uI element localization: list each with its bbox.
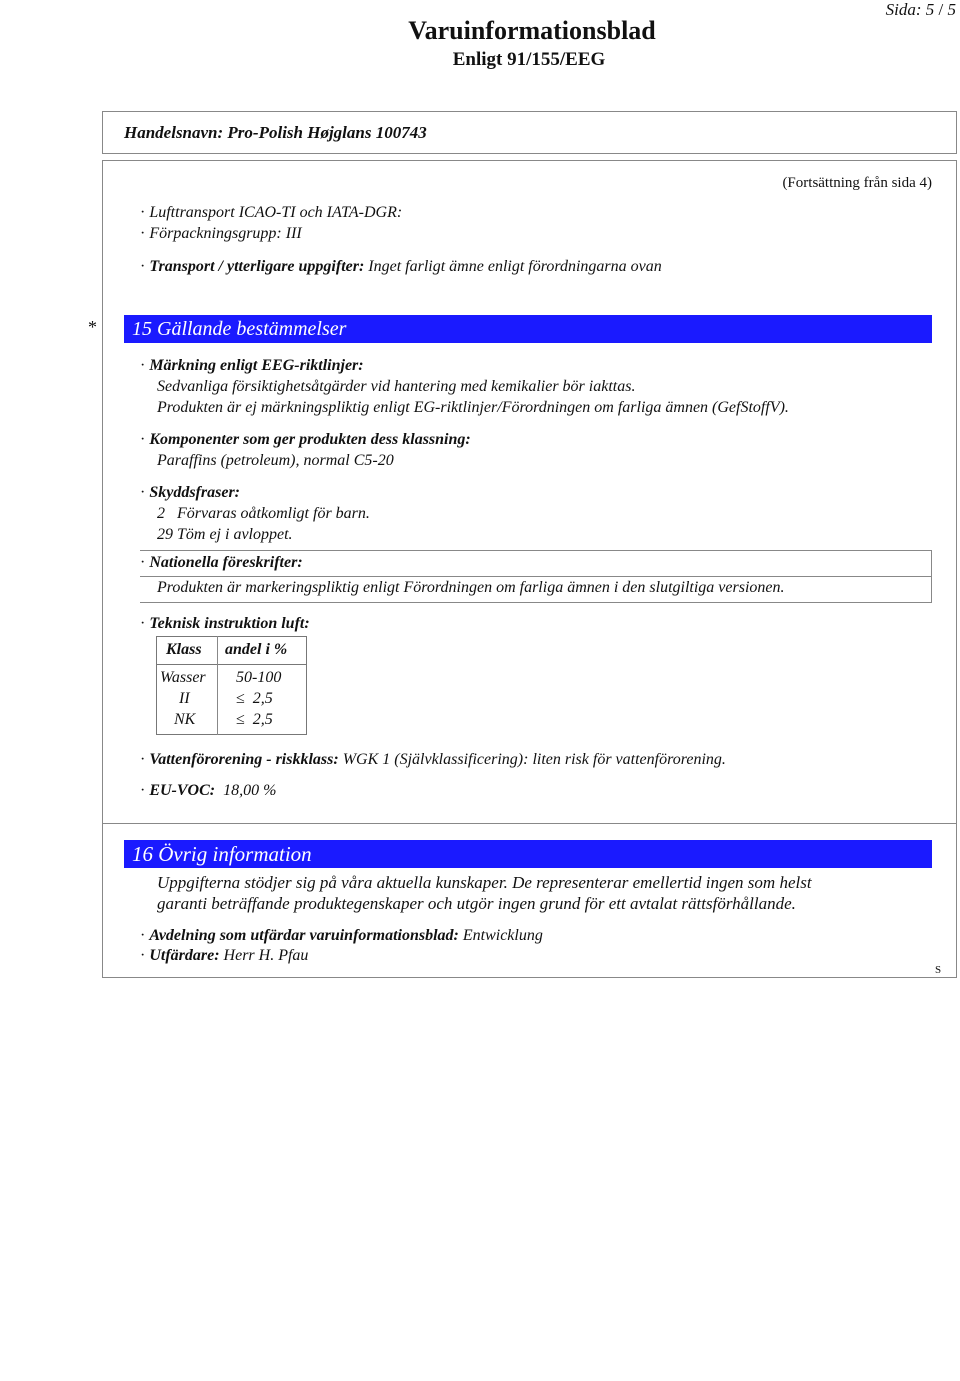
info-text-1: Uppgifterna stödjer sig på våra aktuella kunskaper. De representerar emellertid ingen som helst [157, 873, 812, 892]
transport-extra-line: · Transport / ytterligare uppgifter: Inget farligt ämne enligt förordningarna ovan [140, 258, 662, 275]
table-column-rule [217, 636, 218, 735]
table-row-share: 50-100 [236, 669, 282, 686]
table-header-share: andel i % [225, 641, 288, 658]
table-header-class: Klass [166, 641, 202, 658]
national-value: Produkten är markeringspliktig enligt Förordningen om farliga ämnen i den slutgiltiga versionen. [157, 579, 785, 596]
info-text-2: garanti beträffande produktegenskaper och utgör ingen grund för ett avtalat rättsförhållande. [157, 894, 796, 913]
page-total: 5 [947, 0, 956, 19]
air-instruction-label: Teknisk instruktion luft: [149, 615, 310, 632]
safety-label: Skyddsfraser: [149, 484, 240, 501]
air-transport-label: Lufttransport ICAO-TI och IATA-DGR: [149, 204, 403, 221]
voc-line: · EU-VOC: 18,00 % [140, 782, 277, 799]
labeling-text-2: Produkten är ej märkningspliktig enligt EG-riktlinjer/Förordningen om farliga ämnen (GefStoffV). [157, 399, 789, 416]
air-instruction-line: · Teknisk instruktion luft: [140, 615, 310, 632]
voc-value: 18,00 % [223, 782, 277, 799]
packing-group-value: III [285, 225, 302, 242]
section-16-header: 16 Övrig information [124, 840, 932, 868]
footer-mark: S [935, 964, 942, 976]
water-hazard-line: · Vattenförorening - riskklass: WGK 1 (Självklassificering): liten risk för vattenförorening. [140, 751, 726, 768]
table-row-class: II [179, 690, 190, 707]
table-row-share: ≤ 2,5 [236, 711, 273, 728]
components-line: · Komponenter som ger produkten dess klassning: [140, 431, 471, 448]
continuation-note: (Fortsättning från sida 4) [782, 175, 932, 191]
components-value: Paraffins (petroleum), normal C5-20 [157, 452, 394, 469]
air-transport-line: · Lufttransport ICAO-TI och IATA-DGR: [140, 204, 403, 221]
voc-label: EU-VOC: [149, 782, 216, 799]
safety-phrase-29: 29 Töm ej i avloppet. [157, 526, 293, 543]
page-separator: / [938, 0, 944, 19]
document-subtitle: Enligt 91/155/EEG [452, 49, 606, 70]
issuer-value: Herr H. Pfau [223, 947, 309, 964]
department-label: Avdelning som utfärdar varuinformationsblad: [149, 927, 459, 944]
section-divider [102, 823, 957, 824]
transport-extra-value: Inget farligt ämne enligt förordningarna ovan [368, 258, 662, 275]
issuer-label: Utfärdare: [149, 947, 220, 964]
page-current: 5 [925, 0, 935, 19]
department-line: · Avdelning som utfärdar varuinformationsblad: Entwicklung [140, 927, 543, 944]
water-hazard-label: Vattenförorening - riskklass: [149, 751, 339, 768]
labeling-line: · Märkning enligt EEG-riktlinjer: [140, 357, 364, 374]
section-15-header: 15 Gällande bestämmelser [124, 315, 932, 343]
labeling-text-1: Sedvanliga försiktighetsåtgärder vid hantering med kemikalier bör iakttas. [157, 378, 636, 395]
national-rule-bottom [140, 602, 932, 603]
packing-group-label: Förpackningsgrupp: [149, 225, 282, 242]
table-row-share: ≤ 2,5 [236, 690, 273, 707]
national-rule-right [931, 550, 932, 602]
transport-extra-label: Transport / ytterligare uppgifter: [149, 258, 365, 275]
water-hazard-value: WGK 1 (Självklassificering): liten risk för vattenförorening. [342, 751, 726, 768]
revision-marker: * [88, 317, 97, 337]
department-value: Entwicklung [462, 927, 543, 944]
document-title: Varuinformationsblad [408, 16, 656, 45]
packing-group-line: · Förpackningsgrupp: III [140, 225, 302, 242]
safety-phrase-2: 2 Förvaras oåtkomligt för barn. [157, 505, 370, 522]
safety-line: · Skyddsfraser: [140, 484, 240, 501]
trade-name: Handelsnavn: Pro-Polish Højglans 100743 [124, 123, 427, 142]
page-label: Sida: [885, 0, 922, 19]
components-label: Komponenter som ger produkten dess klassning: [149, 431, 471, 448]
table-row-class: NK [174, 711, 196, 728]
national-rule-top [140, 550, 932, 551]
issuer-line: · Utfärdare: Herr H. Pfau [140, 947, 309, 964]
national-label: Nationella föreskrifter: [149, 554, 303, 571]
national-line: · Nationella föreskrifter: [140, 554, 303, 571]
labeling-label: Märkning enligt EEG-riktlinjer: [149, 357, 364, 374]
table-row-class: Wasser [160, 669, 206, 686]
page-indicator [886, 0, 956, 20]
national-rule-mid [140, 576, 932, 577]
